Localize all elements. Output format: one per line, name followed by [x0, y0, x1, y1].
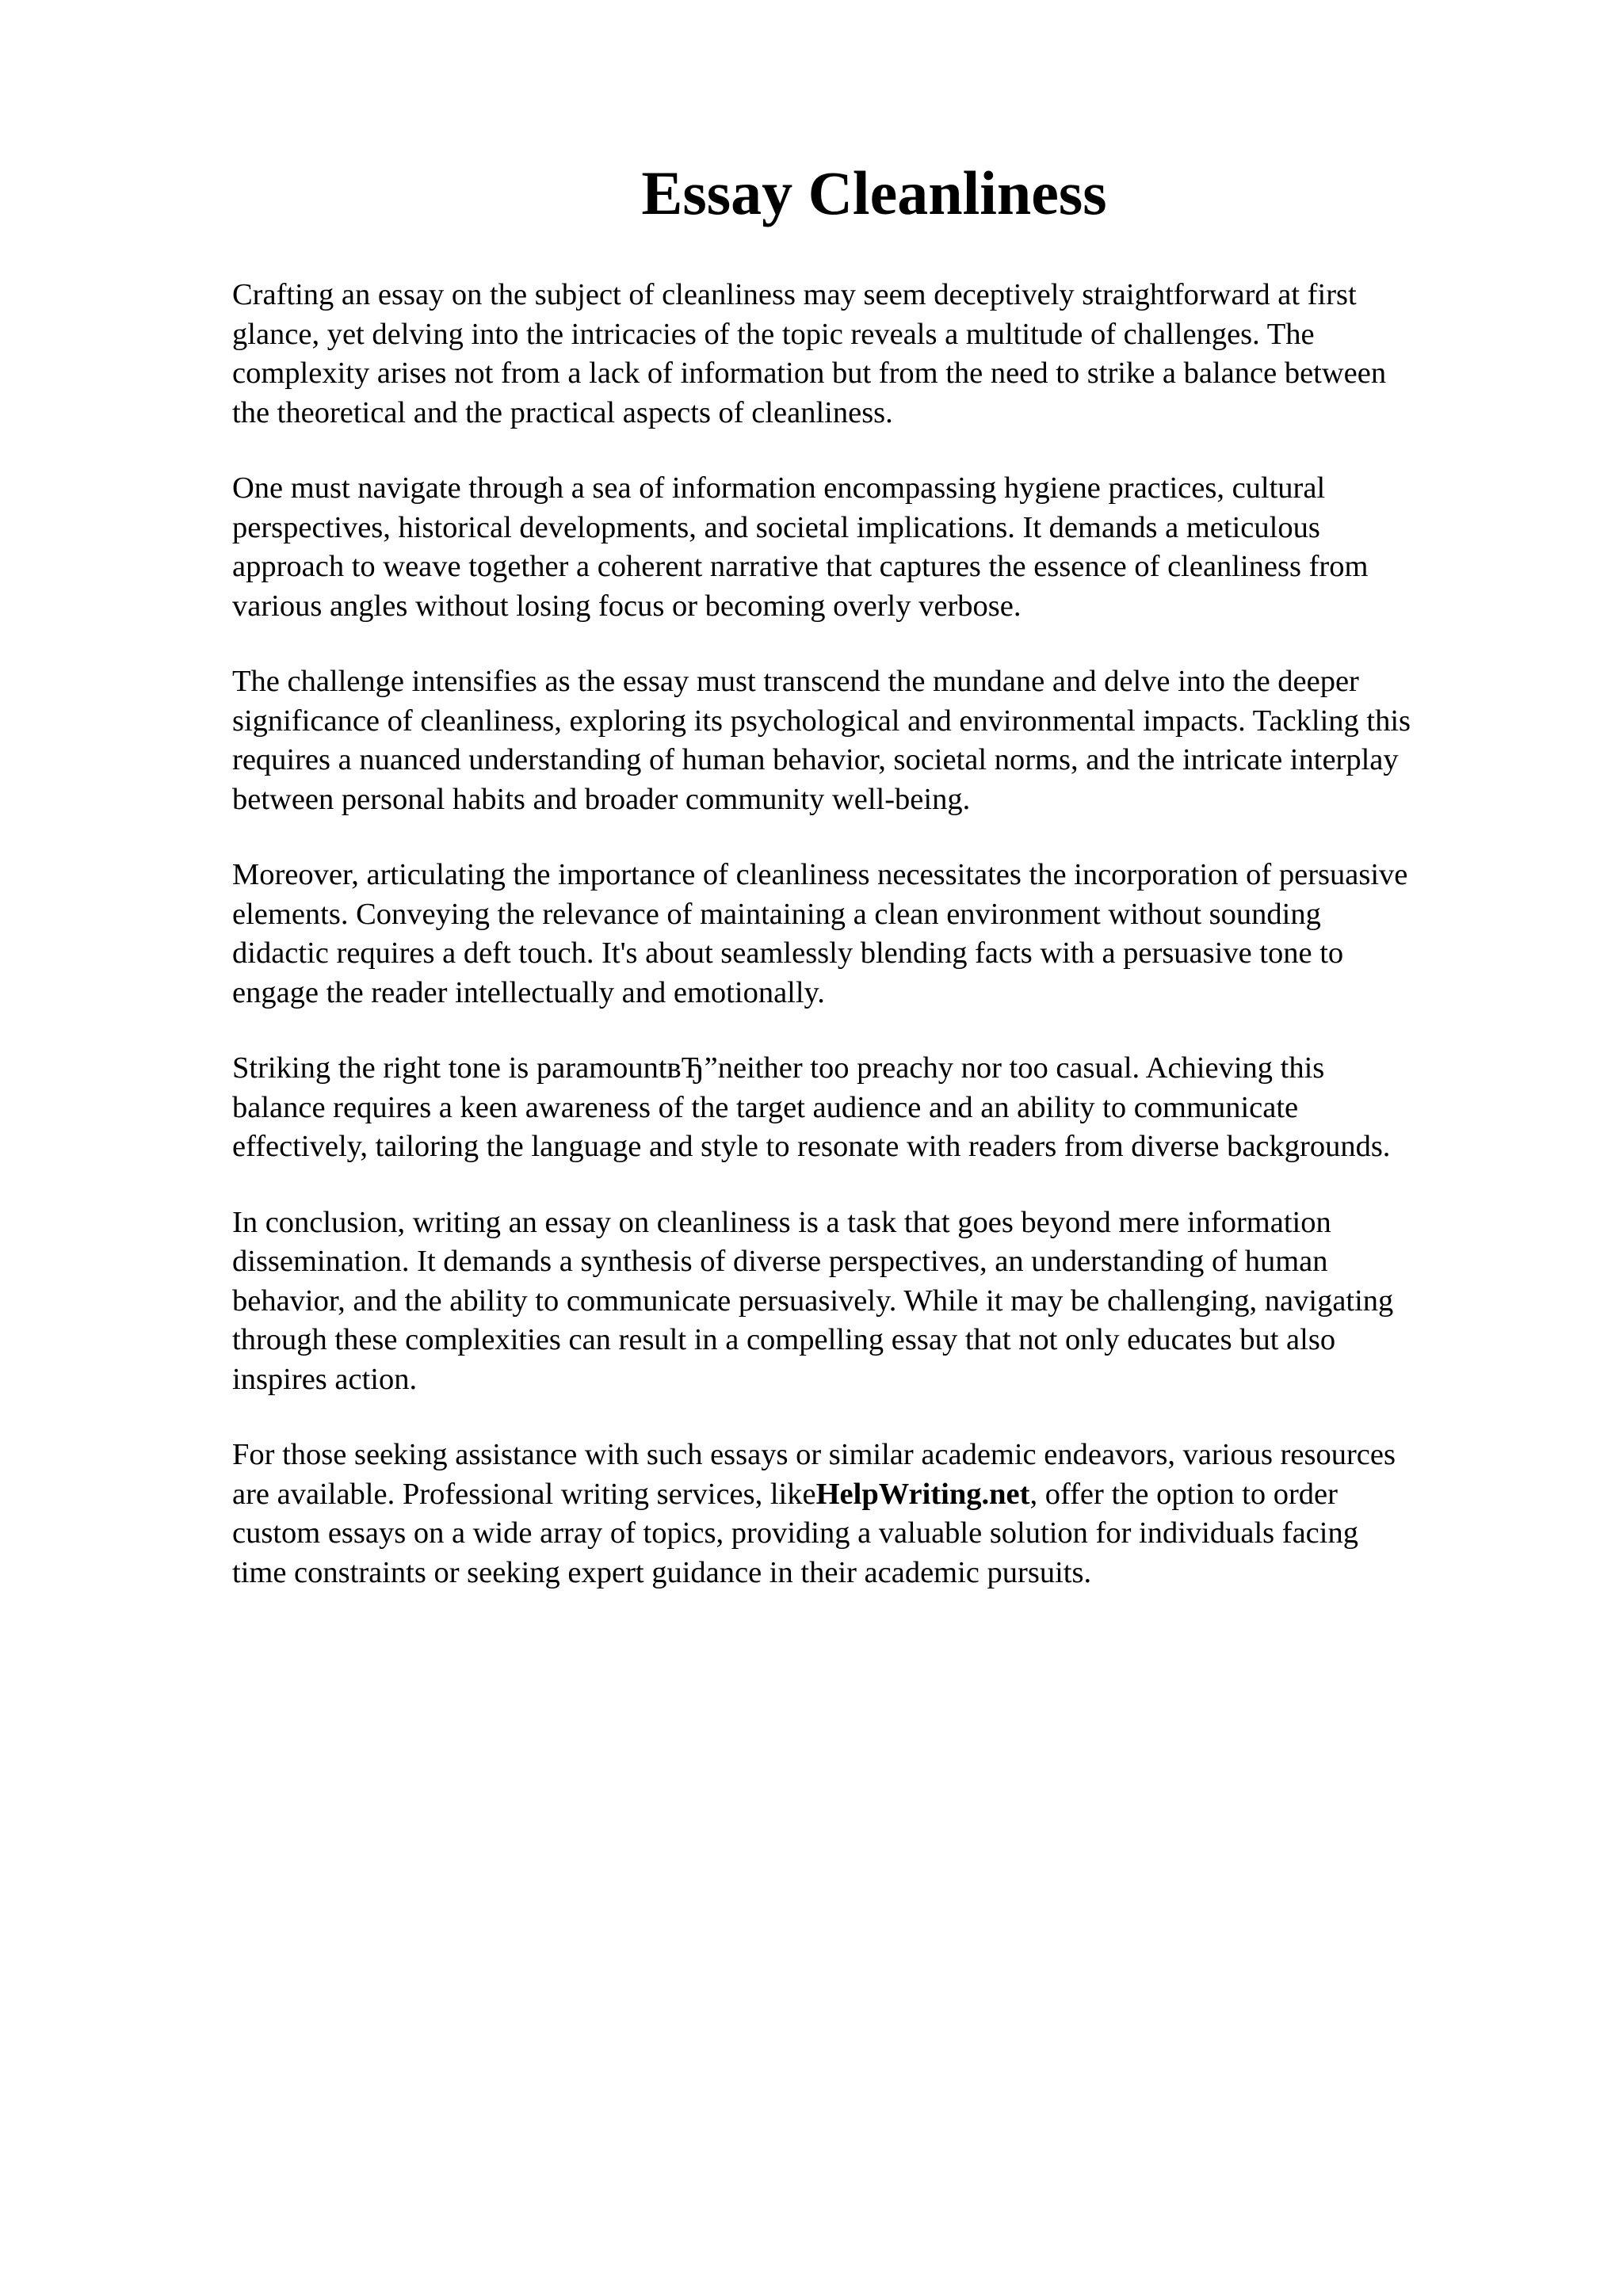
paragraph-line: Moreover, articulating the importance of cleanliness necessitates the incorporation of persuasive [232, 858, 1408, 891]
paragraph-line: didactic requires a deft touch. It's about seamlessly blending facts with a persuasive tone to [232, 936, 1344, 970]
document-title: Essay Cleanliness [641, 158, 1107, 227]
paragraph-line: significance of cleanliness, exploring its psychological and environmental impacts. Tackling this [232, 704, 1411, 738]
paragraph-1 [232, 276, 1516, 433]
paragraph-text: are available. Professional writing services, like [232, 1477, 816, 1511]
paragraph-line: inspires action. [232, 1362, 418, 1396]
paragraph-line: For those seeking assistance with such essays or similar academic endeavors, various resources [232, 1438, 1396, 1471]
paragraph-4 [232, 856, 1516, 1013]
paragraph-line: One must navigate through a sea of information encompassing hygiene practices, cultural [232, 471, 1326, 505]
paragraph-line: Striking the right tone is paramountвЂ”neither too preachy nor too casual. Achieving this [232, 1051, 1325, 1085]
paragraph-line: balance requires a keen awareness of the target audience and an ability to communicate [232, 1090, 1299, 1124]
paragraph-2 [232, 469, 1516, 626]
paragraph-line: dissemination. It demands a synthesis of diverse perspectives, an understanding of human [232, 1245, 1328, 1278]
paragraph-line: engage the reader intellectually and emotionally. [232, 975, 825, 1009]
paragraph-line: the theoretical and the practical aspects of cleanliness. [232, 395, 893, 429]
paragraph-line: effectively, tailoring the language and style to resonate with readers from diverse backgrounds. [232, 1130, 1391, 1163]
paragraph-line: approach to weave together a coherent narrative that captures the essence of cleanliness from [232, 550, 1369, 583]
paragraph-6 [232, 1203, 1516, 1400]
paragraph-line: perspectives, historical developments, and societal implications. It demands a meticulous [232, 510, 1320, 544]
paragraph-5 [232, 1049, 1516, 1167]
paragraph-line: elements. Conveying the relevance of maintaining a clean environment without sounding [232, 897, 1321, 931]
paragraph-line: In conclusion, writing an essay on cleanliness is a task that goes beyond mere information [232, 1205, 1331, 1239]
paragraph-3 [232, 662, 1516, 819]
paragraph-line: behavior, and the ability to communicate persuasively. While it may be challenging, navigating [232, 1283, 1394, 1318]
paragraph-line: Crafting an essay on the subject of cleanliness may seem deceptively straightforward at first [232, 278, 1357, 311]
brand-link-text: HelpWriting.net [815, 1477, 1030, 1511]
paragraph-line: between personal habits and broader community well-being. [232, 782, 971, 816]
paragraph-line: requires a nuanced understanding of human behavior, societal norms, and the intricate interplay [232, 743, 1399, 776]
paragraph-line: custom essays on a wide array of topics, providing a valuable solution for individuals facing [232, 1516, 1358, 1550]
paragraph-line: The challenge intensifies as the essay must transcend the mundane and delve into the deeper [232, 665, 1359, 698]
paragraph-line-with-brand [232, 1475, 1516, 1515]
paragraph-7 [232, 1436, 1516, 1592]
document-body [232, 151, 1516, 1629]
paragraph-line: complexity arises not from a lack of information but from the need to strike a balance between [232, 357, 1387, 390]
paragraph-line: time constraints or seeking expert guidance in their academic pursuits. [232, 1555, 1092, 1589]
paragraph-line: through these complexities can result in a compelling essay that not only educates but also [232, 1323, 1336, 1356]
paragraph-line: glance, yet delving into the intricacies of the topic reveals a multitude of challenges. The [232, 317, 1315, 351]
paragraph-line: various angles without losing focus or becoming overly verbose. [232, 589, 1022, 623]
paragraph-text: , offer the option to order [1029, 1477, 1338, 1511]
